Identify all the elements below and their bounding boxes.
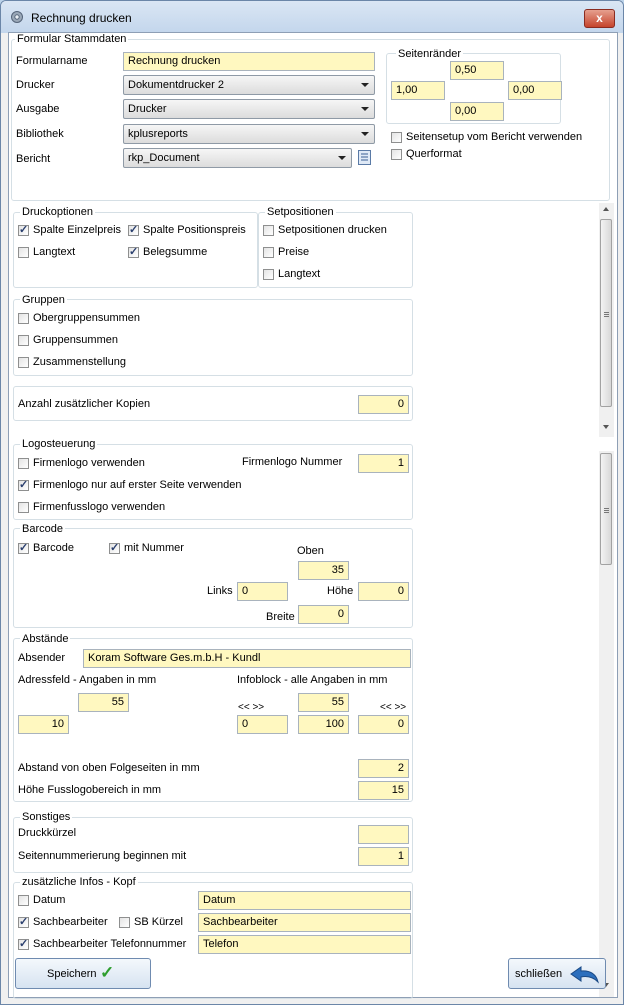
belegsumme-label: Belegsumme [143, 246, 208, 258]
oben-label: Oben [297, 545, 324, 557]
adress-left-input[interactable]: 10 [18, 715, 69, 734]
druckkuerzel-input[interactable] [358, 825, 409, 844]
querformat-label: Querformat [406, 148, 462, 160]
bericht-select[interactable] [123, 148, 352, 168]
obergruppen-checkbox[interactable] [18, 313, 29, 324]
drucker-label: Drucker [16, 79, 55, 91]
druckoptionen-legend: Druckoptionen [22, 206, 93, 218]
sonstiges-legend: Sonstiges [22, 811, 71, 823]
fusslogo-checkbox[interactable] [18, 502, 29, 513]
sachbearbeiter-input[interactable]: Sachbearbeiter [198, 913, 411, 932]
einzelpreis-checkbox[interactable] [18, 225, 29, 236]
gruppensummen-checkbox[interactable] [18, 335, 29, 346]
info-arrows-right[interactable]: << >> [380, 702, 407, 713]
positionspreis-label: Spalte Positionspreis [143, 224, 246, 236]
mit-nummer-checkbox[interactable] [109, 543, 120, 554]
upper-scrollbar[interactable] [599, 203, 614, 437]
absender-label: Absender [18, 652, 66, 664]
belegsumme-checkbox[interactable] [128, 247, 139, 258]
bericht-label: Bericht [16, 153, 51, 165]
datum-checkbox[interactable] [18, 895, 29, 906]
grip-line [604, 510, 609, 511]
drucker-select[interactable] [123, 75, 375, 95]
close-button[interactable] [508, 958, 606, 989]
kopf-legend: zusätzliche Infos - Kopf [22, 876, 136, 888]
save-button-label: Speichern [47, 968, 97, 980]
info-arrows-left[interactable]: << >> [238, 702, 265, 713]
infoblock-label: Infoblock - alle Angaben in mm [237, 674, 388, 686]
barcode-checkbox[interactable] [18, 543, 29, 554]
ausgabe-label: Ausgabe [16, 103, 60, 115]
firmenlogo-checkbox[interactable] [18, 458, 29, 469]
obergruppen-label: Obergruppensummen [33, 312, 141, 324]
links-input[interactable]: 0 [237, 582, 288, 601]
fusslogobereich-input[interactable]: 15 [358, 781, 409, 800]
scroll-up-icon[interactable] [603, 207, 609, 211]
bibliothek-select-value: kplusreports [128, 128, 188, 140]
chevron-down-icon [338, 156, 346, 160]
breite-label: Breite [266, 611, 295, 623]
app-gear-icon [10, 10, 24, 24]
upper-scroll-thumb[interactable] [600, 219, 612, 407]
info-right-input[interactable]: 0 [358, 715, 409, 734]
breite-input[interactable]: 0 [298, 605, 349, 624]
barcode-label: Barcode [33, 542, 74, 554]
info-top-input[interactable]: 55 [298, 693, 349, 712]
gruppen-legend: Gruppen [22, 294, 65, 306]
title-bar[interactable] [1, 1, 623, 33]
margin-right-input[interactable]: 0,00 [508, 81, 562, 100]
window-title: Rechnung drucken [31, 11, 132, 25]
info-mid-input[interactable]: 100 [298, 715, 349, 734]
setpositionen-drucken-checkbox[interactable] [263, 225, 274, 236]
chevron-down-icon [361, 83, 369, 87]
seitensetup-checkbox[interactable] [391, 132, 402, 143]
setpositionen-drucken-label: Setpositionen drucken [278, 224, 387, 236]
barcode-legend: Barcode [22, 523, 63, 535]
set-preise-label: Preise [278, 246, 310, 258]
sb-kuerzel-label: SB Kürzel [134, 916, 183, 928]
logo-nummer-label: Firmenlogo Nummer [242, 456, 343, 468]
info-left-input[interactable]: 0 [237, 715, 288, 734]
zusammenstellung-label: Zusammenstellung [33, 356, 126, 368]
druckkuerzel-label: Druckkürzel [18, 827, 77, 839]
grip-line [604, 512, 609, 513]
return-arrow-icon [569, 965, 601, 988]
save-button[interactable] [15, 958, 151, 989]
links-label: Links [207, 585, 233, 597]
abstaende-legend: Abstände [22, 633, 69, 645]
margin-top-input[interactable]: 0,50 [450, 61, 504, 80]
lower-scroll-thumb[interactable] [600, 453, 612, 565]
folgeseiten-label: Abstand von oben Folgeseiten in mm [18, 762, 200, 774]
logo-nummer-input[interactable]: 1 [358, 454, 409, 473]
langtext-checkbox[interactable] [18, 247, 29, 258]
sb-kuerzel-checkbox[interactable] [119, 917, 130, 928]
oben-input[interactable]: 35 [298, 561, 349, 580]
absender-input[interactable]: Koram Software Ges.m.b.H - Kundl [83, 649, 411, 668]
erste-seite-checkbox[interactable] [18, 480, 29, 491]
sonstiges-group [13, 817, 413, 873]
telefon-checkbox[interactable] [18, 939, 29, 950]
grip-line [604, 508, 609, 509]
hoehe-label: Höhe [327, 585, 354, 597]
formularname-label: Formularname [16, 55, 88, 67]
dialog-client [8, 32, 618, 998]
telefon-input[interactable]: Telefon [198, 935, 411, 954]
margin-bottom-input[interactable]: 0,00 [450, 102, 504, 121]
kopien-label: Anzahl zusätzlicher Kopien [18, 398, 151, 410]
sachbearbeiter-label: Sachbearbeiter [33, 916, 108, 928]
lower-scrollbar[interactable] [599, 451, 614, 997]
drucker-select-value: Dokumentdrucker 2 [128, 79, 224, 91]
langtext-label: Langtext [33, 246, 76, 258]
einzelpreis-label: Spalte Einzelpreis [33, 224, 122, 236]
chevron-down-icon [361, 107, 369, 111]
close-button-label: schließen [515, 968, 563, 980]
formularname-input[interactable]: Rechnung drucken [123, 52, 375, 71]
adress-top-input[interactable]: 55 [78, 693, 129, 712]
mit-nummer-label: mit Nummer [124, 542, 184, 554]
querformat-checkbox[interactable] [391, 149, 402, 160]
chevron-down-icon [361, 132, 369, 136]
grip-line [604, 312, 609, 313]
telefon-label: Sachbearbeiter Telefonnummer [33, 938, 187, 950]
logo-legend: Logosteuerung [22, 438, 96, 450]
zusammenstellung-checkbox[interactable] [18, 357, 29, 368]
ausgabe-select[interactable] [123, 99, 375, 119]
gruppensummen-label: Gruppensummen [33, 334, 118, 346]
scroll-down-icon[interactable] [603, 425, 609, 429]
fusslogo-label: Firmenfusslogo verwenden [33, 501, 166, 513]
bericht-select-value: rkp_Document [128, 152, 200, 164]
datum-label: Datum [33, 894, 66, 906]
folgeseiten-input[interactable]: 2 [358, 759, 409, 778]
setpositionen-legend: Setpositionen [267, 206, 334, 218]
positionspreis-checkbox[interactable] [128, 225, 139, 236]
ausgabe-select-value: Drucker [128, 103, 167, 115]
set-langtext-checkbox[interactable] [263, 269, 274, 280]
bibliothek-select[interactable] [123, 124, 375, 144]
hoehe-input[interactable]: 0 [358, 582, 409, 601]
bibliothek-label: Bibliothek [16, 128, 64, 140]
margin-left-input[interactable]: 1,00 [391, 81, 445, 100]
kopien-input[interactable]: 0 [358, 395, 409, 414]
seitenraender-legend: Seitenränder [398, 48, 461, 60]
adressfeld-label: Adressfeld - Angaben in mm [18, 674, 157, 686]
window-close-button[interactable]: x [584, 9, 615, 28]
seitensetup-label: Seitensetup vom Bericht verwenden [406, 131, 583, 143]
set-langtext-label: Langtext [278, 268, 321, 280]
seitennummerierung-label: Seitennummerierung beginnen mit [18, 850, 187, 862]
set-preise-checkbox[interactable] [263, 247, 274, 258]
grip-line [604, 316, 609, 317]
fusslogobereich-label: Höhe Fusslogobereich in mm [18, 784, 162, 796]
datum-input[interactable]: Datum [198, 891, 411, 910]
stammdaten-legend: Formular Stammdaten [17, 33, 127, 45]
checkmark-icon: ✓ [100, 963, 115, 982]
grip-line [604, 314, 609, 315]
erste-seite-label: Firmenlogo nur auf erster Seite verwenden [33, 479, 242, 491]
firmenlogo-label: Firmenlogo verwenden [33, 457, 145, 469]
sachbearbeiter-checkbox[interactable] [18, 917, 29, 928]
seitennummerierung-input[interactable]: 1 [358, 847, 409, 866]
report-list-icon[interactable] [358, 150, 371, 165]
